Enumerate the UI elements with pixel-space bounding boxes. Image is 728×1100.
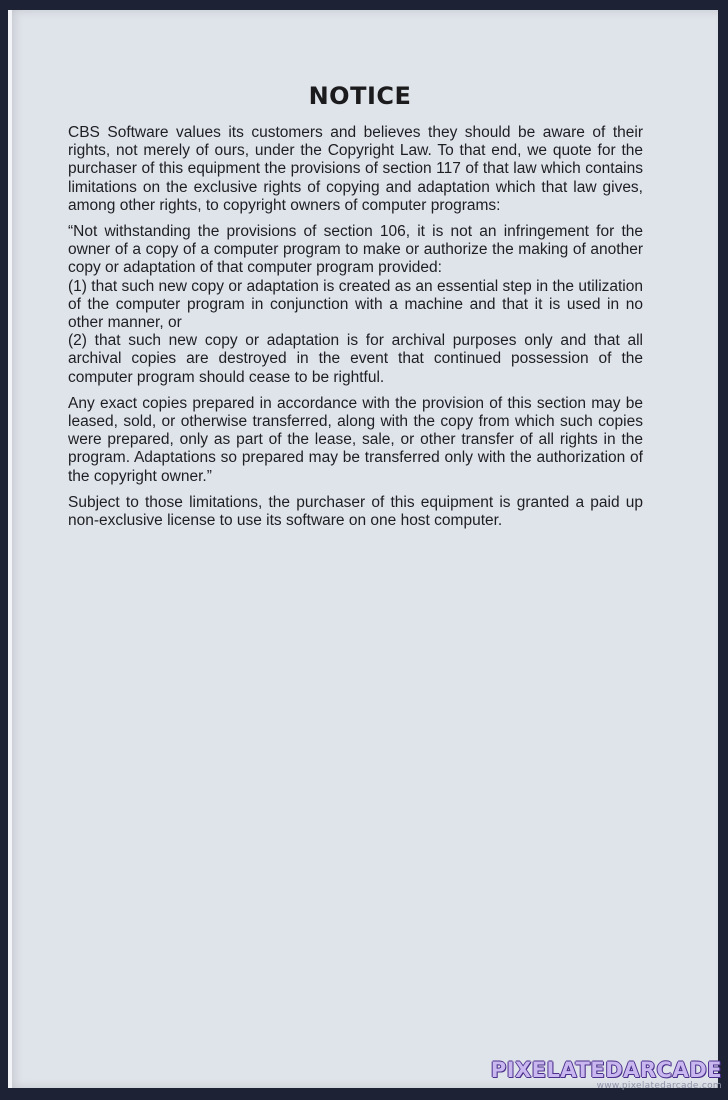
- paragraph-intro: CBS Software values its customers and believes they should be aware of their rights, not merely of ours, under the Copyright Law. To that end, we quote for the purchaser of this equipment the provisions of section 117 of that law which contains limitations on the exclusive rights of copying and adaptation which that law gives, among other rights, to copyright owners of computer programs:: [68, 124, 643, 214]
- paragraph-exact-copies: Any exact copies prepared in accordance with the provision of this section may be leased, sold, or otherwise transferred, along with the copy from which such copies were prepared, only as part of the lease, sale, or other transfer of all rights in the program. Adaptations so prepared may be transferred only with the authorization of the copyright owner.”: [68, 394, 643, 485]
- paragraph-clause-1: (1) that such new copy or adaptation is created as an essential step in the utilization of the computer program in conjunction with a machine and that it is used in no other manner, or: [68, 277, 643, 332]
- paragraph-quote-start: “Not withstanding the provisions of section 106, it is not an infringement for the owner of a copy of a computer program to make or authorize the making of another copy or adaptation of that computer program provided:: [68, 223, 643, 277]
- watermark-logo: PIXELATEDARCADE: [490, 1058, 722, 1082]
- notice-title: NOTICE: [308, 82, 412, 110]
- page-edge: [8, 10, 12, 1088]
- paragraph-license: Subject to those limitations, the purchaser of this equipment is granted a paid up non-exclusive license to use its software on one host computer.: [68, 493, 643, 530]
- paragraph-clause-2: (2) that such new copy or adaptation is for archival purposes only and that all archival copies are destroyed in the event that continued possession of the computer program should cease to be rightful.: [68, 332, 643, 386]
- watermark: [491, 1059, 722, 1092]
- watermark-url: www.pixelatedarcade.com: [596, 1081, 722, 1091]
- notice-body: [68, 124, 643, 538]
